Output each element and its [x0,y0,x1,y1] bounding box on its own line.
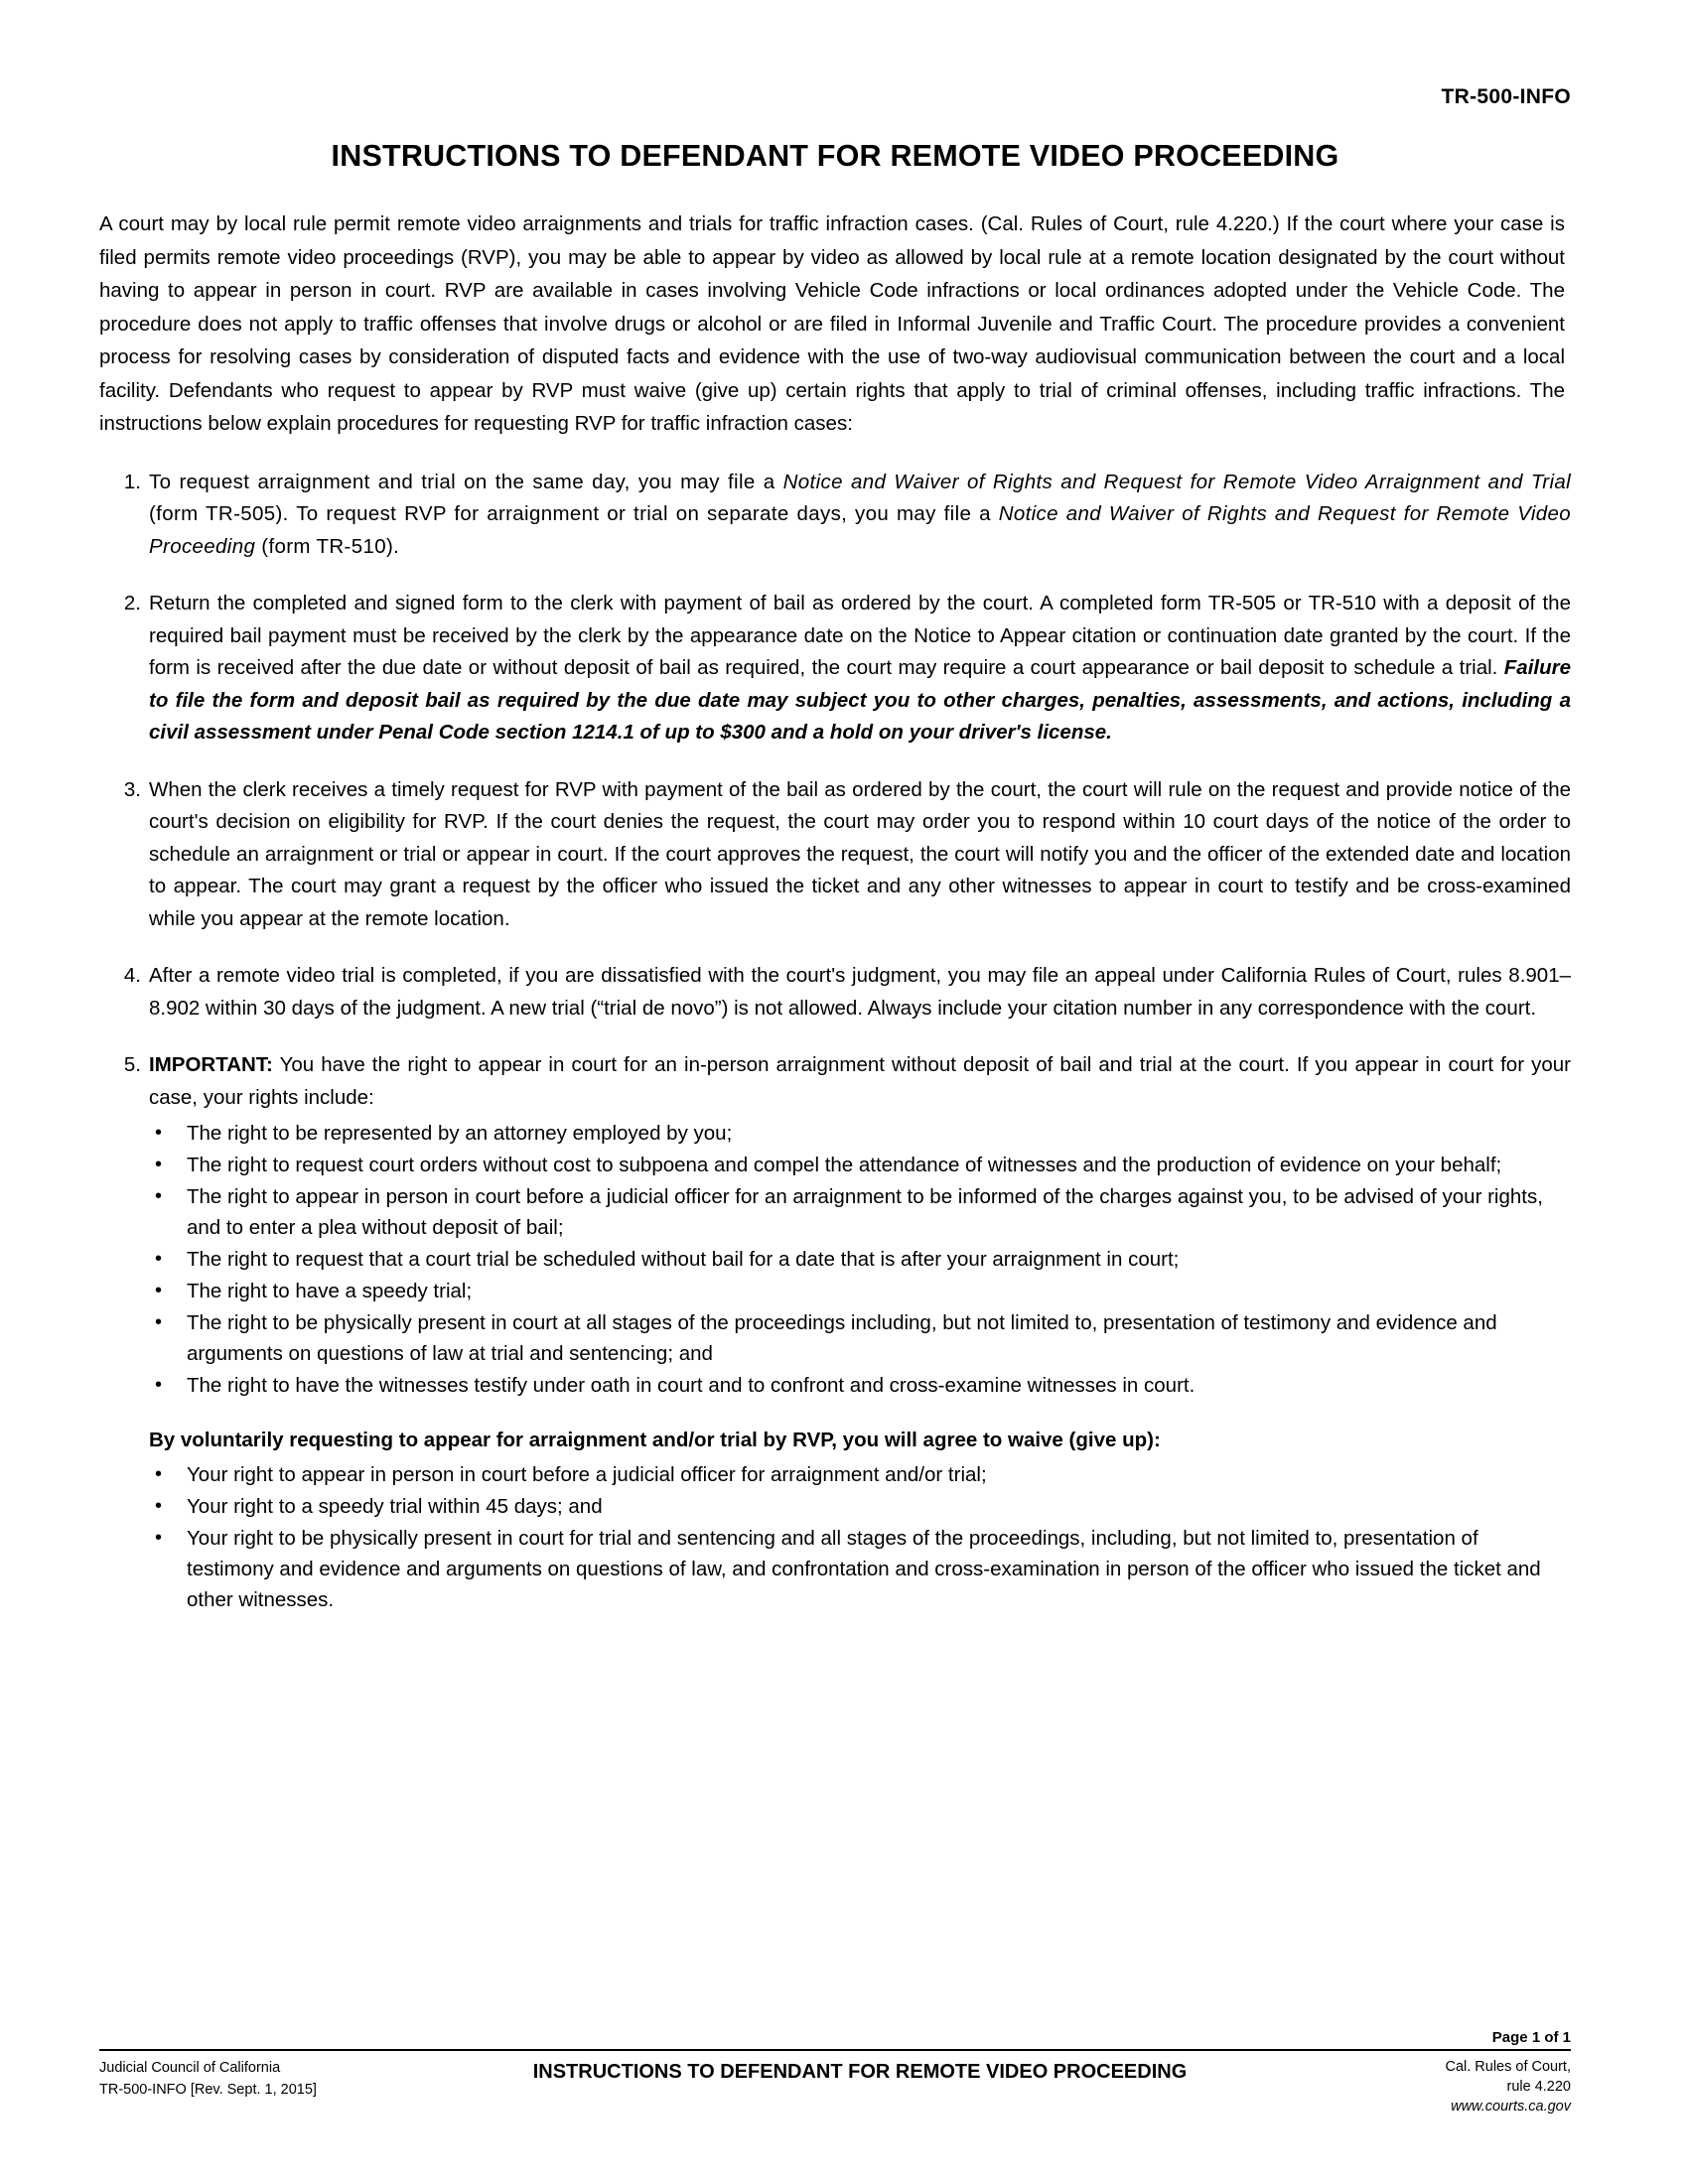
page-number: Page 1 of 1 [1491,2029,1571,2046]
waiver-bullet-list [149,1459,1571,1615]
bullet-icon: • [155,1280,163,1301]
bullet-text: The right to request court orders without cost to subpoena and compel the attendance of witnesses and the production of evidence on your behalf; [187,1154,1502,1176]
list-item-number: 1. [123,470,141,493]
list-item [149,1307,1571,1369]
footer-right [1313,2057,1571,2116]
list-item [149,1523,1571,1615]
footer-columns [99,2057,1571,2116]
bullet-text: The right to be physically present in court at all stages of the proceedings including, but not limited to, presentation of testimony and evidence and arguments on questions of law at trial and sentencing; and [187,1311,1497,1365]
list-item [99,774,1571,936]
bullet-icon: • [155,1527,163,1549]
list-item [149,1491,1571,1522]
rights-bullet-list [149,1118,1571,1401]
bullet-text: The right to be represented by an attorney employed by you; [187,1122,733,1145]
bullet-text: Your right to a speedy trial within 45 days; and [187,1495,603,1518]
footer-title: INSTRUCTIONS TO DEFENDANT FOR REMOTE VIDEO PROCEEDING [532,2061,1188,2083]
footer-agency: Judicial Council of California [99,2060,281,2076]
bullet-icon: • [155,1374,163,1396]
list-item [149,1150,1571,1180]
bullet-text: The right to appear in person in court before a judicial officer for an arraignment to be informed of the charges against you, to be advised of your rights, and to enter a plea without deposit of bail; [187,1185,1543,1239]
bullet-icon: • [155,1463,163,1485]
bullet-icon: • [155,1311,163,1333]
text-run: Return the completed and signed form to the clerk with payment of bail as ordered by the court. A completed form TR-505 or TR-510 with a deposit of the required bail payment must be received by the clerk by the appearance date on the Notice to Appear citation or continuation date granted by the court. If the form is received after the due date or without deposit of bail as required, the court may require a court appearance or bail deposit to schedule a trial. [149,592,1571,679]
list-item [149,1118,1571,1149]
bullet-icon: • [155,1185,163,1207]
text-run-bold-italic: Failure to file the form and deposit bail as required by the due date may subject you to other charges, penalties, assessments, and actions, including a civil assessment under Penal Code section 1214.1 of up to $300 and a hold on your driver's license. [149,656,1571,744]
bullet-text: Your right to appear in person in court before a judicial officer for arraignment and/or trial; [187,1463,987,1486]
list-item [99,467,1571,564]
bullet-icon: • [155,1495,163,1517]
footer-rules-line1: Cal. Rules of Court, [1445,2059,1571,2075]
list-item-text: After a remote video trial is completed, if you are dissatisfied with the court's judgment, you may file an appeal under California Rules of Court, rules 8.901–8.902 within 30 days of the judgment. A new trial (“trial de novo”) is not allowed. Always include your citation number in any correspondence with the court. [149,964,1571,1020]
bullet-icon: • [155,1122,163,1144]
list-item-number: 4. [123,964,141,987]
list-item [99,588,1571,750]
text-run: To request arraignment and trial on the same day, you may file a [149,470,783,493]
text-run: (form TR-505). To request RVP for arraignment or trial on separate days, you may file a [149,502,999,525]
form-number: TR-500-INFO [1441,85,1571,108]
list-item-text: When the clerk receives a timely request for RVP with payment of the bail as ordered by the court, the court will rule on the request and provide notice of the court's decision on eligibility for RVP. If the court denies the request, the court may order you to respond within 10 court days of the notice of the order to schedule an arraignment or trial or appear in court. If the court approves the request, the court will notify you and the officer of the extended date and location to appear. The court may grant a request by the officer who issued the ticket and any other witnesses to appear in court to testify and be cross-examined while you appear at the remote location. [149,777,1571,930]
footer-form-revision: TR-500-INFO [Rev. Sept. 1, 2015] [99,2082,317,2098]
text-run-italic: Notice and Waiver of Rights and Request for Remote Video Arraignment and Trial [782,470,1571,493]
list-item-number: 5. [123,1053,141,1076]
list-item [99,960,1571,1024]
bullet-text: The right to request that a court trial be scheduled without bail for a date that is after your arraignment in court; [187,1248,1180,1271]
text-run-bold: IMPORTANT: [149,1053,273,1076]
text-run: You have the right to appear in court for an in-person arraignment without deposit of bail and trial at the court. If you appear in court for your case, your rights include: [149,1053,1571,1109]
waiver-heading: By voluntarily requesting to appear for arraignment and/or trial by RVP, you will agree to waive (give up): [149,1429,1161,1451]
instructions-list [99,467,1571,1616]
footer-divider [99,2049,1571,2051]
bullet-icon: • [155,1154,163,1175]
page-title: INSTRUCTIONS TO DEFENDANT FOR REMOTE VIDEO PROCEEDING [331,139,1339,173]
list-item [149,1276,1571,1306]
list-item [149,1181,1571,1243]
bullet-text: The right to have a speedy trial; [187,1280,473,1302]
list-item [149,1244,1571,1275]
list-item [149,1370,1571,1401]
list-item [149,1459,1571,1490]
footer-rules-line2: rule 4.220 [1506,2079,1571,2095]
list-item [99,1049,1571,1615]
bullet-text: The right to have the witnesses testify under oath in court and to confront and cross-examine witnesses in court. [187,1374,1196,1397]
intro-paragraph: A court may by local rule permit remote video arraignments and trials for traffic infraction cases. (Cal. Rules of Court, rule 4.220.) If the court where your case is filed permits remote video proceedings (RVP), you may be able to appear by video as allowed by local rule at a remote location designated by the court without having to appear in person in court. RVP are available in cases involving Vehicle Code infractions or local ordinances adopted under the Vehicle Code. The procedure does not apply to traffic offenses that involve drugs or alcohol or are filed in Informal Juvenile and Traffic Court. The procedure provides a convenient process for resolving cases by consideration of disputed facts and evidence with the use of two-way audiovisual communication between the court and a local facility. Defendants who request to appear by RVP must waive (give up) certain rights that apply to trial of criminal offenses, including traffic infractions. The instructions below explain procedures for requesting RVP for traffic infraction cases: [99,212,1565,435]
bullet-icon: • [155,1248,163,1270]
bullet-text: Your right to be physically present in court for trial and sentencing and all stages of the proceedings, including, but not limited to, presentation of testimony and evidence and arguments on questions of law, and confrontation and cross-examination in person of the officer who issued the ticket and other witnesses. [187,1527,1541,1611]
list-item-text [149,1053,1571,1109]
page-footer [99,2029,1571,2116]
list-item-text [149,592,1571,744]
list-item-number: 2. [123,592,141,614]
text-run: (form TR-510). [255,534,400,558]
footer-left [99,2057,407,2101]
text-run-italic: Notice and Waiver of Rights and Request for Remote Video Proceeding [149,502,1572,558]
footer-url[interactable]: www.courts.ca.gov [1451,2099,1571,2115]
list-item-number: 3. [123,777,141,801]
list-item-text [149,471,1571,558]
